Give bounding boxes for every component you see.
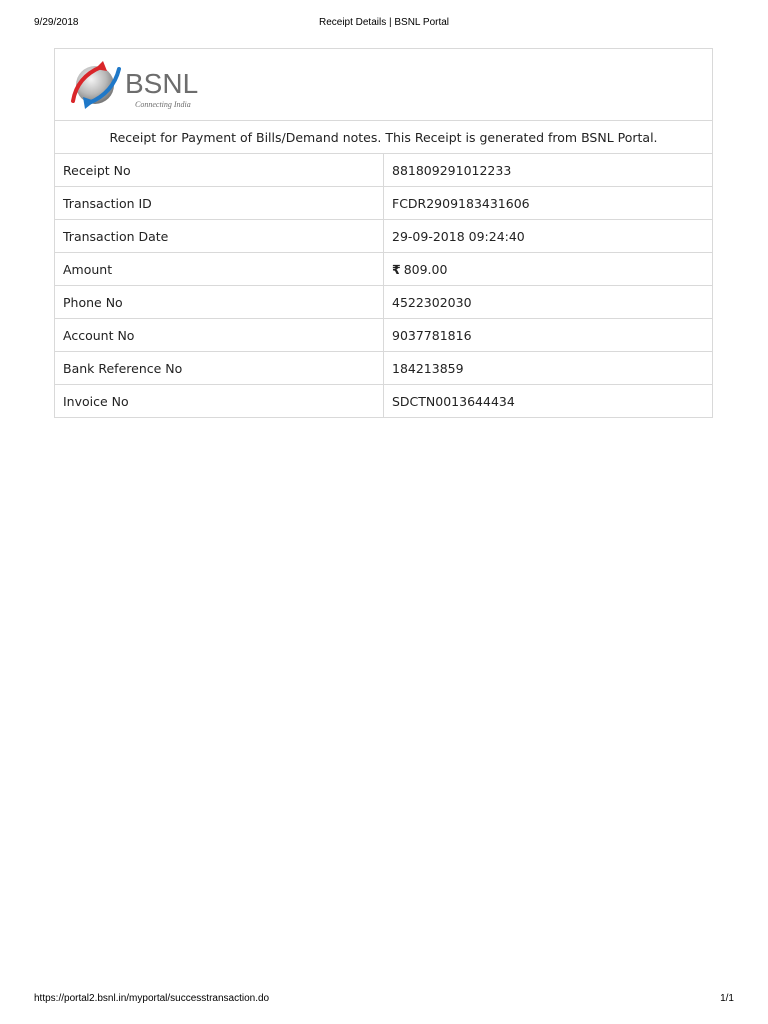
bsnl-logo-icon [67, 57, 207, 113]
amount-cell [384, 253, 713, 286]
print-footer [34, 993, 734, 1007]
logo-row [55, 49, 713, 121]
page-number: 1/1 [720, 993, 734, 1004]
caption-row [55, 121, 713, 154]
amount-label: Amount [55, 253, 384, 286]
phone-no-label: Phone No [55, 286, 384, 319]
transaction-date-label: Transaction Date [55, 220, 384, 253]
logo-brand-text: BSNL [125, 67, 199, 99]
print-date: 9/29/2018 [34, 17, 79, 28]
phone-no-value: 4522302030 [384, 286, 713, 319]
table-row [55, 286, 713, 319]
invoice-no-value: SDCTN0013644434 [384, 385, 713, 418]
transaction-id-label: Transaction ID [55, 187, 384, 220]
bank-reference-no-label: Bank Reference No [55, 352, 384, 385]
account-no-label: Account No [55, 319, 384, 352]
table-row [55, 154, 713, 187]
print-header [34, 17, 734, 31]
transaction-id-value: FCDR2909183431606 [384, 187, 713, 220]
amount-value: 809.00 [403, 261, 448, 277]
receipt-caption: Receipt for Payment of Bills/Demand notes. This Receipt is generated from BSNL Portal. [55, 121, 713, 154]
table-row [55, 352, 713, 385]
logo-cell [55, 49, 713, 121]
print-page-title: Receipt Details | BSNL Portal [318, 17, 450, 28]
account-no-value: 9037781816 [384, 319, 713, 352]
table-row [55, 319, 713, 352]
rupee-icon: ₹ [392, 261, 401, 277]
receipt-no-label: Receipt No [55, 154, 384, 187]
bsnl-logo [67, 49, 700, 120]
bank-reference-no-value: 184213859 [384, 352, 713, 385]
transaction-date-value: 29-09-2018 09:24:40 [384, 220, 713, 253]
receipt-no-value: 881809291012233 [384, 154, 713, 187]
table-row [55, 385, 713, 418]
table-row [55, 220, 713, 253]
table-row [55, 187, 713, 220]
logo-tagline-text: Connecting India [135, 99, 191, 109]
invoice-no-label: Invoice No [55, 385, 384, 418]
print-url: https://portal2.bsnl.in/myportal/successtransaction.do [34, 993, 270, 1004]
table-row [55, 253, 713, 286]
receipt-table [54, 48, 713, 418]
